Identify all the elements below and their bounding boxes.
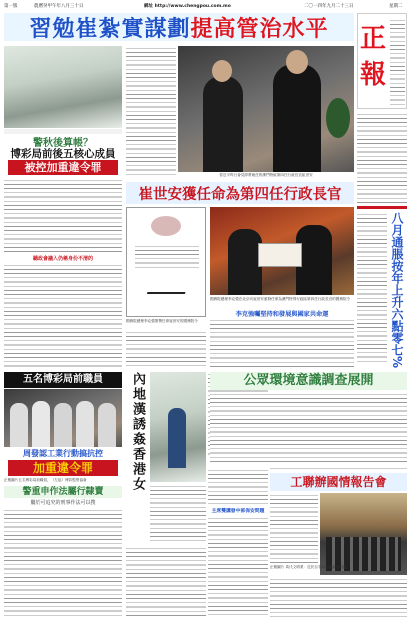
labour-caption: 正報圖片 黃氏文明業：近於百名同胞即政府回應 (270, 565, 347, 569)
page-label: 第一版 (4, 4, 18, 9)
bottom-left-body (4, 508, 122, 618)
logo-char-1: 正 (359, 24, 386, 54)
gregorian-date: 二〇一四年九月二十三日 (304, 4, 354, 9)
logo-char-2: 報 (359, 60, 386, 90)
decree-caption: 國務院總理李克強簽署任命崔世安的國務院令 (126, 319, 198, 323)
mainland-body-3 (208, 468, 268, 506)
headline-part-blue: 習勉崔紮實謀劃 (29, 16, 191, 42)
website-link[interactable]: 網址 http://www.chengpou.com.mo (144, 4, 231, 9)
police-body (4, 178, 122, 254)
police-head: 博彩局前後五核心成員 (10, 148, 116, 160)
masthead-strip (4, 2, 408, 11)
pres-body (208, 516, 268, 616)
photo2-caption: 國務院總理李克強在北京向崔世安頒發任命為澳門特別行政區第四任行政長官的國務院令 (210, 297, 351, 301)
five-staff-mid: 周發認工業行動搞抗控 (23, 449, 103, 458)
mainland-vertical-head: 內地漢誘姦香港女 (130, 372, 145, 492)
five-staff-red: 加重違令罪 (8, 460, 118, 476)
right-info (357, 112, 407, 204)
bottom-center-body (126, 546, 206, 618)
lead-text (126, 46, 176, 178)
bottom-left-sub: 屬於可追究的刑事作法可以搜 (30, 500, 96, 506)
labour-body-2 (270, 577, 407, 617)
main-headline (4, 13, 354, 41)
weekday: 星期二 (389, 4, 403, 9)
police-sub: 被控加重違令罪 (8, 160, 118, 175)
five-staff-photo (4, 389, 122, 447)
labour-body (270, 493, 318, 563)
five-staff-banner: 五名博彩局前職員 (4, 372, 122, 388)
mainland-photo (150, 372, 206, 482)
labour-headline: 工聯辦國情報告會 (270, 473, 407, 491)
lunar-date: 農曆癸甲午年八月三十日 (34, 4, 84, 9)
police-caption: 警秋後算帳？ (33, 138, 93, 149)
decree-document (126, 207, 206, 317)
pres-head: 主席雙講發中部保安問題 (211, 509, 265, 514)
li-body (210, 318, 354, 368)
cpi-headline: 八月通脹按年上升六點零七% (390, 212, 404, 369)
env-headline: 公眾環境意識調查展開 (210, 372, 407, 390)
police-link: 聽政會議入仍稱身份不清的 (32, 256, 93, 262)
decree-body (126, 330, 206, 368)
handover-photo (210, 207, 354, 295)
staff-photo (4, 46, 122, 128)
meeting-photo (178, 46, 354, 172)
five-staff-caption: 正報圖片五名博彩局前職員，（左起）博彩監察協會 (4, 478, 87, 482)
env-body (210, 392, 407, 464)
headline-part-red: 提高管治水平 (190, 16, 329, 42)
second-headline: 崔世安獲任命為第四任行政長官 (126, 182, 354, 204)
cpi-body (357, 212, 387, 362)
police-body-2 (4, 263, 122, 367)
env-body-2 (270, 466, 407, 472)
mainland-body-1 (150, 484, 206, 544)
newspaper-logo (357, 13, 407, 109)
bottom-left-head: 警重申作法屬行隸賣 (4, 486, 122, 498)
photo1-caption: 習近平昨日會見即將就任的澳門特區第四任行政長官崔世安 (219, 173, 313, 177)
li-head: 李克強囑堅持和發展與國家共命運 (235, 311, 329, 318)
labour-photo (320, 493, 407, 575)
